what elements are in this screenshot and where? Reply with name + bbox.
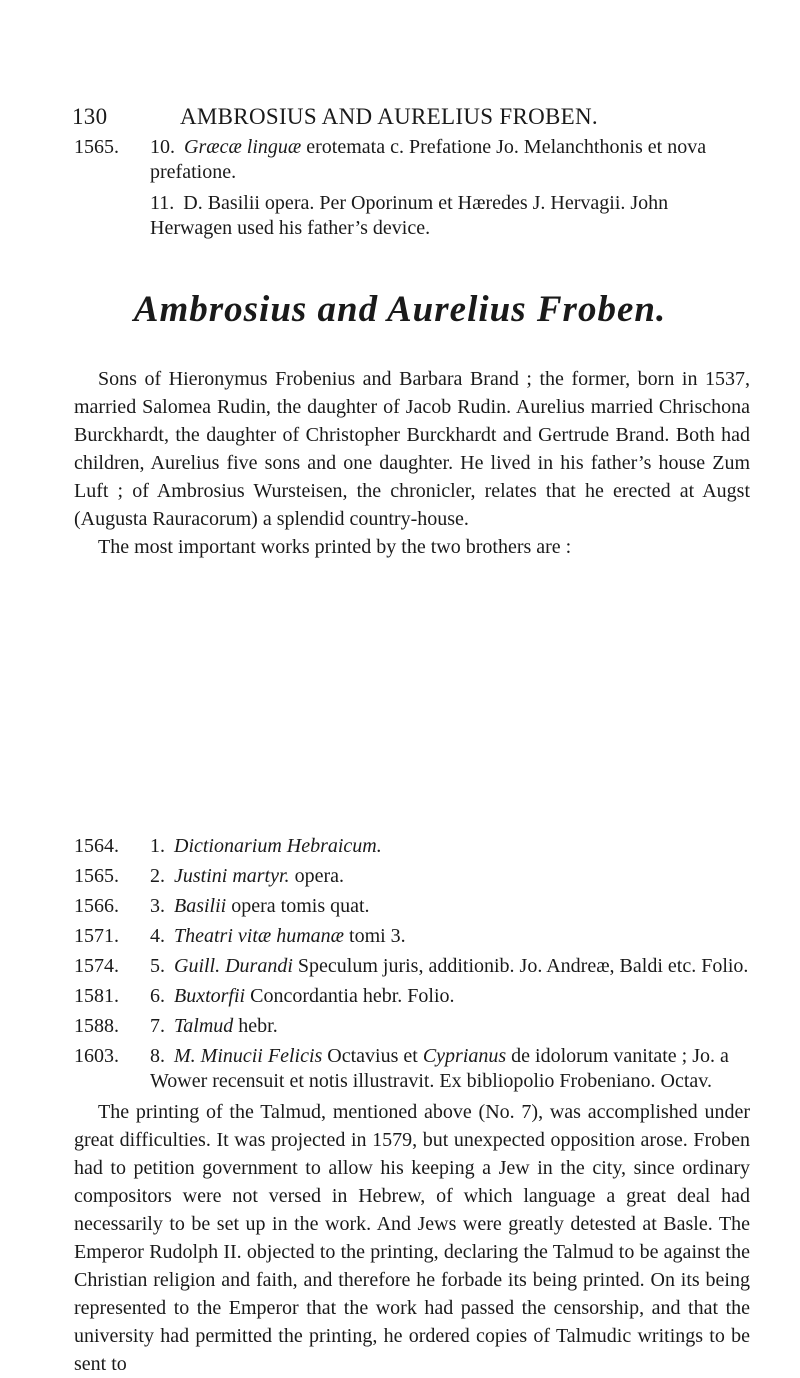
entry-year: 1571. <box>74 925 119 947</box>
entry-number: 10. <box>150 136 175 158</box>
list-item <box>74 954 750 979</box>
entry-title: Guill. Durandi <box>174 955 293 977</box>
list-item <box>74 1014 750 1039</box>
paragraph-text: Sons of Hieronymus Frobenius and Barbara Brand ; the former, born in 1537, married Salomea Rudin, the daughter of Jacob Rudin. Aurelius married Chrischona Burckhardt, the daughter of Christopher Burckhardt and Gertrude Brand. Both had children, Aurelius five sons and one daughter. He lived in his father’s house Zum Luft ; of Ambrosius Wursteisen, the chronicler, relates that he erected at Augst (Augusta Rauracorum) a splendid country-house. <box>74 368 750 530</box>
entry-year: 1581. <box>74 985 119 1007</box>
entry-text: Speculum juris, additionib. Jo. Andreæ, Baldi etc. Folio. <box>292 955 749 977</box>
entry-number: 5. <box>150 955 165 977</box>
entry-text: D. Basilii opera. Per Oporinum et Hæredes J. Hervagii. John Herwagen used his father’s device. <box>150 192 669 239</box>
entry-number: 1. <box>150 835 165 857</box>
list-item <box>74 135 750 185</box>
entry-title: M. Minucii Felicis <box>174 1045 323 1067</box>
list-item <box>74 834 750 859</box>
paragraph-text: The printing of the Talmud, mentioned above (No. 7), was accomplished under great difficulties. It was projected in 1579, but unexpected opposition arose. Froben had to petition government to allow his keeping a Jew in the city, since ordinary compositors were not versed in Hebrew, of which language a great deal had necessarily to be set up in the work. And Jews were greatly detested at Basle. The Emperor Rudolph II. objected to the printing, declaring the Talmud to be against the Christian religion and faith, and therefore he forbade its being printed. On its being represented to the Emperor that the work had passed the censorship, and that the university had permitted the printing, he ordered copies of Talmudic writings to be sent to <box>74 1101 750 1375</box>
biography-paragraph <box>74 365 750 561</box>
entry-text: Octavius et <box>322 1045 423 1067</box>
list-item <box>74 984 750 1009</box>
entry-number: 6. <box>150 985 165 1007</box>
entry-title: Theatri vitæ humanæ <box>174 925 345 947</box>
talmud-paragraph <box>74 1098 750 1378</box>
entry-title-secondary: Cyprianus <box>422 1045 507 1067</box>
list-item <box>74 1044 750 1094</box>
entry-number: 11. <box>150 192 175 214</box>
entry-text: opera tomis quat. <box>226 895 370 917</box>
entry-text: hebr. <box>233 1015 278 1037</box>
entry-text: tomi 3. <box>344 925 406 947</box>
paragraph-text: The most important works printed by the two brothers are : <box>98 536 572 558</box>
section-title: Ambrosius and Aurelius Froben. <box>133 289 667 330</box>
entry-text: Concordantia hebr. Folio. <box>245 985 455 1007</box>
entry-title: Dictionarium Hebraicum. <box>174 835 382 857</box>
list-item <box>74 864 750 889</box>
entry-text: opera. <box>289 865 344 887</box>
page-number: 130 <box>72 104 108 129</box>
entry-year: 1603. <box>74 1045 119 1067</box>
entry-year: 1574. <box>74 955 119 977</box>
running-title: AMBROSIUS AND AURELIUS FROBEN. <box>180 104 598 129</box>
entry-year: 1565. <box>74 865 119 887</box>
entry-title: Talmud <box>174 1015 234 1037</box>
entry-title: Buxtorfii <box>174 985 246 1007</box>
entry-year: 1564. <box>74 835 119 857</box>
list-item <box>74 894 750 919</box>
entry-number: 2. <box>150 865 165 887</box>
list-item <box>74 191 750 241</box>
top-entry-list <box>74 135 750 247</box>
entry-year: 1565. <box>74 136 119 158</box>
entry-title: Græcæ linguæ <box>184 136 302 158</box>
entry-number: 4. <box>150 925 165 947</box>
entry-year: 1588. <box>74 1015 119 1037</box>
entry-number: 8. <box>150 1045 165 1067</box>
entry-year: 1566. <box>74 895 119 917</box>
works-list <box>74 834 750 1099</box>
entry-number: 3. <box>150 895 165 917</box>
entry-text-secondary: de idolorum vanitate ; Jo. a Wower recensuit et notis illustravit. Ex bibliopolio Frobeniano. Octav. <box>150 1045 729 1092</box>
entry-title: Basilii <box>174 895 227 917</box>
list-item <box>74 924 750 949</box>
entry-text: erotemata c. Prefatione Jo. Melanchthonis et nova prefatione. <box>150 136 707 183</box>
entry-number: 7. <box>150 1015 165 1037</box>
entry-title: Justini martyr. <box>174 865 290 887</box>
